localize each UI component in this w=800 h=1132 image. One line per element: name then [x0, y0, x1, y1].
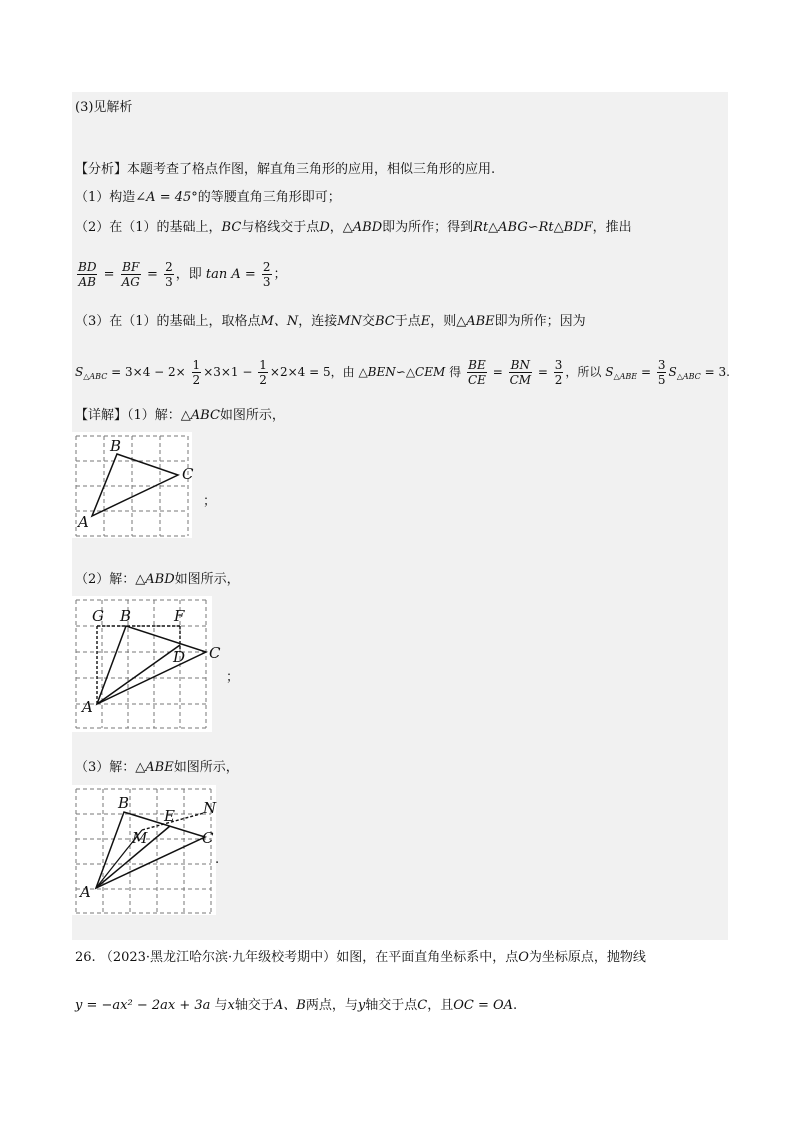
label-b: B	[120, 607, 132, 625]
analysis-title: 【分析】本题考查了格点作图，解直角三角形的应用，相似三角形的应用.	[75, 162, 496, 177]
label-c: C	[182, 465, 194, 483]
problem-26-line1: 26. （2023·黑龙江哈尔滨·九年级校考期中）如图，在平面直角坐标系中，点O为坐标原点，抛物线	[75, 950, 646, 965]
fig2-semicolon: ；	[226, 670, 240, 685]
fig3-period: .	[215, 852, 220, 867]
problem-source: （2023·黑龙江哈尔滨·九年级校考期中）	[99, 950, 337, 965]
label-a: A	[78, 513, 89, 531]
fraction-bd-ab: $\frac{BD}{AB}$	[78, 260, 97, 289]
label-g: G	[92, 607, 104, 625]
similarity-statement: Rt△ABG∽Rt△BDF	[473, 220, 593, 235]
label-c: C	[209, 644, 221, 662]
label-m: M	[132, 829, 148, 847]
condition-oc-oa: OC = OA	[453, 998, 514, 1013]
detail-part3: （3）解：△ABE如图所示，	[75, 760, 239, 775]
analysis-ratio-line: $\frac{BD}{AB}$ = $\frac{BF}{AG}$ = $\frac{2}{3}$ ，即 tan A = $\frac{2}{3}$ ；	[78, 260, 287, 289]
section3-note: (3)见解析	[75, 100, 133, 115]
label-n: N	[203, 799, 217, 817]
angle-expression: ∠A = 45°	[135, 190, 198, 205]
fraction-2-3: $\frac{2}{3}$	[165, 260, 173, 289]
analysis-step1: （1）构造∠A = 45°的等腰直角三角形即可；	[75, 190, 341, 205]
label-a: A	[80, 883, 91, 901]
figure-1-triangle-abc	[72, 432, 212, 542]
similarity-bem: △BEN∽△CEM	[358, 365, 446, 379]
problem-26-line2: y = −ax² − 2ax + 3a 与x轴交于A、B两点，与y轴交于点C，且OC = OA.	[75, 998, 518, 1013]
label-a: A	[82, 698, 93, 716]
label-b: B	[118, 794, 130, 812]
fig1-semicolon: ；	[203, 494, 217, 509]
label-f: F	[174, 607, 185, 625]
label-e: E	[164, 807, 175, 825]
label-b: B	[110, 437, 122, 455]
fraction-2-3-b: $\frac{2}{3}$	[262, 260, 271, 289]
parabola-equation: y = −ax² − 2ax + 3a	[75, 998, 211, 1013]
detail-part1: 【详解】（1）解：△ABC如图所示，	[75, 408, 285, 423]
fraction-bf-ag: $\frac{BF}{AG}$	[121, 260, 140, 289]
figure-3-triangle-abe	[72, 785, 222, 917]
analysis-area-line: $S_{\triangle ABC} = 3\times 4 - 2\times$ $\frac{1}{2}$ ×3×1 − $\frac{1}{2}$ ×2×4 = 5，由 △BEN∽△CEM 得 $\frac{BE}{CE}$ = $\frac{BN}{CM}$ = $\frac{3}{2}$ ，所以 $S_{\triangle ABE}$ = $\frac{3}{5}$ $S_{\triangle ABC} = 3$.	[75, 358, 730, 387]
detail-part2: （2）解：△ABD如图所示，	[75, 572, 240, 587]
label-c: C	[202, 829, 214, 847]
tan-a: tan A	[205, 267, 241, 282]
figure-2-triangle-abd	[72, 596, 232, 736]
analysis-step3: （3）在（1）的基础上，取格点M、N，连接MN交BC于点E，则△ABE即为所作；因为	[75, 314, 586, 329]
label-d: D	[173, 648, 186, 666]
analysis-step2: （2）在（1）的基础上，BC与格线交于点D，△ABD即为所作；得到Rt△ABG∽Rt△BDF，推出	[75, 220, 632, 235]
